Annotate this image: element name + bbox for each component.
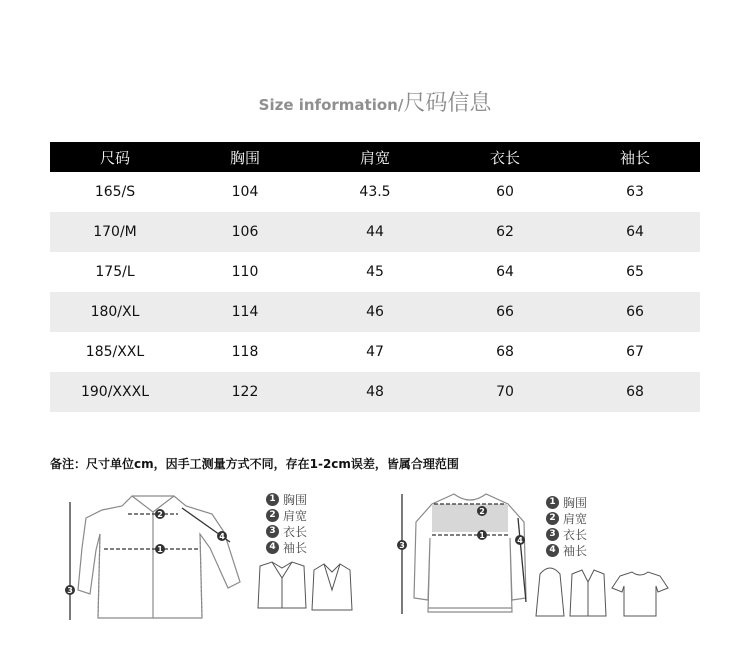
- marker-chest-label: 1: [479, 531, 485, 540]
- legend-num-icon: 1: [266, 493, 279, 506]
- shirt-side-seams: [98, 534, 202, 618]
- blazer-lapel: [324, 564, 340, 590]
- cell-shoulder: 43.5: [310, 172, 440, 212]
- cell-shoulder: 46: [310, 292, 440, 332]
- legend-label: 袖长: [283, 540, 308, 555]
- marker-sleeve-label: 4: [219, 532, 225, 541]
- cell-chest: 110: [180, 252, 310, 292]
- legend-item-shoulder: [546, 510, 587, 526]
- legend-num-icon: 2: [546, 512, 559, 525]
- legend-num-icon: 4: [546, 544, 559, 557]
- measurement-note: 备注：尺寸单位cm，因手工测量方式不同，存在1-2cm误差，皆属合理范围: [50, 457, 459, 471]
- legend-item-length: [546, 526, 587, 542]
- legend-item-chest: [266, 491, 307, 507]
- marker-shoulder-label: 2: [479, 507, 485, 516]
- cell-size: 180/XL: [50, 292, 180, 332]
- cell-sleeve: 64: [570, 212, 700, 252]
- cell-sleeve: 65: [570, 252, 700, 292]
- cell-chest: 104: [180, 172, 310, 212]
- table-row: [50, 372, 700, 412]
- header-sleeve: 袖长: [570, 142, 700, 172]
- legend-label: 衣长: [563, 527, 588, 542]
- sweater-diagram-svg: [392, 478, 692, 628]
- cell-size: 175/L: [50, 252, 180, 292]
- marker-sleeve-label: 4: [517, 536, 523, 545]
- table-row: [50, 332, 700, 372]
- cell-chest: 122: [180, 372, 310, 412]
- marker-shoulder-label: 2: [157, 510, 163, 519]
- marker-length-label: 3: [67, 586, 73, 595]
- table-header-row: [50, 142, 700, 172]
- legend-label: 胸围: [283, 492, 308, 507]
- cell-size: 170/M: [50, 212, 180, 252]
- legend-item-sleeve: [266, 539, 307, 555]
- legend-num-icon: 2: [266, 509, 279, 522]
- title-chinese: 尺码信息: [403, 91, 492, 116]
- cell-length: 70: [440, 372, 570, 412]
- legend-label: 衣长: [283, 524, 308, 539]
- shirt-measurement-diagram: [62, 478, 362, 628]
- legend-item-sleeve: [546, 542, 587, 558]
- cell-shoulder: 45: [310, 252, 440, 292]
- header-shoulder: 肩宽: [310, 142, 440, 172]
- legend-label: 肩宽: [563, 511, 588, 526]
- legend-num-icon: 1: [546, 496, 559, 509]
- table-row: [50, 172, 700, 212]
- header-length: 衣长: [440, 142, 570, 172]
- cell-chest: 114: [180, 292, 310, 332]
- header-size: 尺码: [50, 142, 180, 172]
- legend-item-length: [266, 523, 307, 539]
- legend-num-icon: 4: [266, 541, 279, 554]
- cell-length: 60: [440, 172, 570, 212]
- header-chest: 胸围: [180, 142, 310, 172]
- cell-sleeve: 67: [570, 332, 700, 372]
- sweater-measurement-diagram: [392, 478, 692, 628]
- cell-length: 62: [440, 212, 570, 252]
- cell-sleeve: 63: [570, 172, 700, 212]
- legend-right: [546, 494, 587, 558]
- shirt-diagram-svg: [62, 478, 362, 628]
- shirt-collar: [132, 496, 174, 512]
- cell-sleeve: 66: [570, 292, 700, 332]
- marker-length-label: 3: [399, 541, 405, 550]
- marker-chest-label: 1: [157, 545, 163, 554]
- cell-size: 190/XXXL: [50, 372, 180, 412]
- size-table: [50, 142, 700, 412]
- title-english: Size information/: [258, 96, 404, 114]
- denim-jacket-detail: [272, 562, 292, 608]
- table-row: [50, 212, 700, 252]
- cell-length: 66: [440, 292, 570, 332]
- cell-size: 185/XXL: [50, 332, 180, 372]
- tshirt-icon: [612, 572, 668, 616]
- table-row: [50, 252, 700, 292]
- legend-num-icon: 3: [546, 528, 559, 541]
- cell-chest: 106: [180, 212, 310, 252]
- cell-shoulder: 48: [310, 372, 440, 412]
- legend-item-shoulder: [266, 507, 307, 523]
- page-title: [0, 86, 750, 117]
- table-row: [50, 292, 700, 332]
- cell-length: 64: [440, 252, 570, 292]
- cell-sleeve: 68: [570, 372, 700, 412]
- cell-chest: 118: [180, 332, 310, 372]
- legend-label: 胸围: [563, 495, 588, 510]
- legend-item-chest: [546, 494, 587, 510]
- legend-num-icon: 3: [266, 525, 279, 538]
- cell-shoulder: 44: [310, 212, 440, 252]
- legend-label: 袖长: [563, 543, 588, 558]
- sweater-yoke: [432, 504, 508, 532]
- cell-length: 68: [440, 332, 570, 372]
- cell-shoulder: 47: [310, 332, 440, 372]
- legend-left: [266, 491, 307, 555]
- cell-size: 165/S: [50, 172, 180, 212]
- hoodie-icon: [536, 568, 564, 616]
- blazer-icon: [312, 564, 352, 610]
- legend-label: 肩宽: [283, 508, 308, 523]
